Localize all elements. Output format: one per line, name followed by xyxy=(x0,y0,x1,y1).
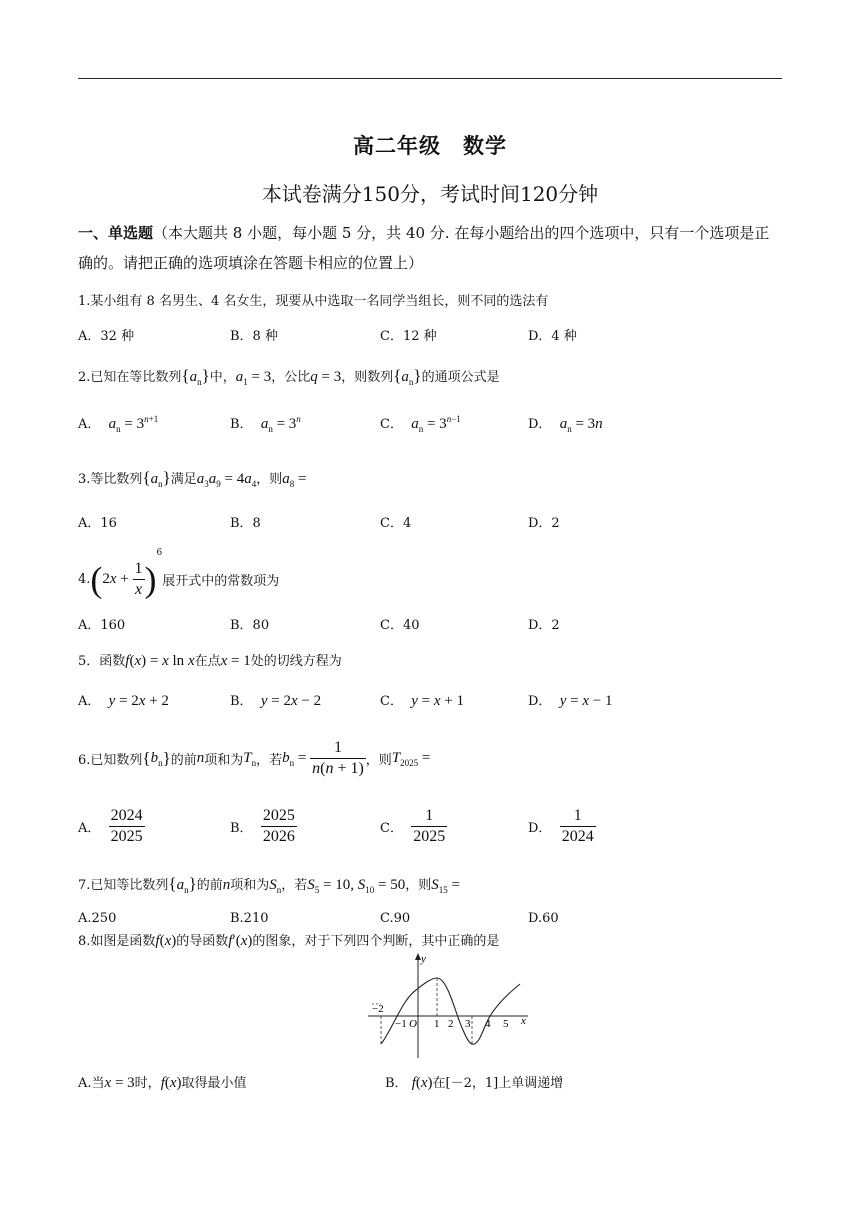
q4-option-d: D．2 xyxy=(528,618,560,633)
q7-option-b: B.210 xyxy=(230,911,269,926)
tick-neg1: −1 xyxy=(395,1018,407,1030)
q1-option-d: D．4 种 xyxy=(528,329,577,344)
q4-option-b: B．80 xyxy=(230,618,270,633)
q1-stem: 1.某小组有 8 名男生、4 名女生，现要从中选取一名同学当组长，则不同的选法有 xyxy=(78,294,549,309)
tick-4: 4 xyxy=(485,1018,491,1030)
q6-option-a: A． $\frac{2024}{2025}$ xyxy=(78,807,143,845)
q5-option-b: B． y = 2x − 2 xyxy=(230,693,322,709)
q3-option-a: A．16 xyxy=(78,516,117,531)
q4-stem: 4.(2x + $\frac{1}{x}$ )$^6$展开式中的常数项为 xyxy=(78,548,280,600)
tick-3: 3 xyxy=(465,1018,471,1030)
q7-option-c: C.90 xyxy=(380,911,411,926)
derivative-graph xyxy=(360,950,540,1062)
q2-option-a: A． $a_n = 3^{n+1}$ xyxy=(78,414,159,434)
origin-label: O xyxy=(409,1018,417,1030)
derivative-curve xyxy=(381,978,520,1044)
q4-option-a: A．160 xyxy=(78,618,126,633)
q6-option-c: C． $\frac{1}{2025}$ xyxy=(380,807,446,845)
q6-option-d: D． $\frac{1}{2024}$ xyxy=(528,807,594,845)
q2-option-b: B． $a_n = 3^n$ xyxy=(230,414,301,434)
q8-option-b: B． f(x)在[－2，1]上单调递增 xyxy=(385,1075,564,1091)
q7-option-d: D.60 xyxy=(528,911,559,926)
section-title: 一、单选题 xyxy=(78,224,154,242)
q3-option-b: B．8 xyxy=(230,516,261,531)
q2-stem: 2.已知在等比数列$\{a_n\}$中，$a_1 = 3$，公比q = 3，则数列$\{a_n\}$的通项公式是 xyxy=(78,366,500,387)
q1-option-c: C．12 种 xyxy=(380,329,437,344)
q3-option-c: C．4 xyxy=(380,516,412,531)
q3-option-d: D．2 xyxy=(528,516,560,531)
q8-option-a: A.当x = 3时，f(x)取得最小值 xyxy=(78,1075,247,1091)
q5-option-d: D． y = x − 1 xyxy=(528,693,613,709)
section-heading xyxy=(78,218,782,278)
tick-1: 1 xyxy=(434,1018,440,1030)
exam-info: 本试卷满分150分，考试时间120分钟 xyxy=(261,182,599,206)
q1-option-a: A．32 种 xyxy=(78,329,135,344)
x-label: x xyxy=(521,1015,526,1027)
tick-2: 2 xyxy=(448,1018,454,1030)
section-instructions: （本大题共 8 小题，每小题 5 分，共 40 分. 在每小题给出的四个选项中，只有一个选项是正确的。请把正确的选项填涂在答题卡相应的位置上） xyxy=(78,224,770,272)
q7-option-a: A.250 xyxy=(78,911,117,926)
tick-neg2: −2 xyxy=(372,1003,384,1015)
page-title: 高二年级 数学 xyxy=(353,133,507,158)
tick-5: 5 xyxy=(503,1018,509,1030)
q8-stem: 8.如图是函数f(x)的导函数f′(x)的图象，对于下列四个判断，其中正确的是 xyxy=(78,933,500,949)
q5-option-a: A． y = 2x + 2 xyxy=(78,693,169,709)
q6-stem: 6.已知数列$\{b_n\}$的前n项和为$T_n$，若$b_n$ = $\frac{1}{n(n + 1)}$ ，则$T_{2025}$ = xyxy=(78,739,431,777)
q4-option-c: C．40 xyxy=(380,618,420,633)
q5-option-c: C． y = x + 1 xyxy=(380,693,464,709)
q2-option-c: C． $a_n = 3^{n-1}$ xyxy=(380,414,461,434)
q1-option-b: B．8 种 xyxy=(230,329,278,344)
header-rule xyxy=(78,78,782,79)
q2-option-d: D． $a_n = 3n$ xyxy=(528,416,603,434)
q6-option-b: B． $\frac{2025}{2026}$ xyxy=(230,807,295,845)
y-label: y xyxy=(421,953,426,965)
q7-stem: 7.已知等比数列$\{a_n\}$的前n项和为$S_n$，若$S_5 = 10$, $S_{10} = 50$，则$S_{15}$ = xyxy=(78,874,460,895)
q3-stem: 3.等比数列$\{a_n\}$满足$a_3a_9 = 4a_4$，则$a_8$ = xyxy=(78,468,307,489)
q5-stem: 5．函数f(x) = x ln x在点x = 1处的切线方程为 xyxy=(78,653,342,669)
